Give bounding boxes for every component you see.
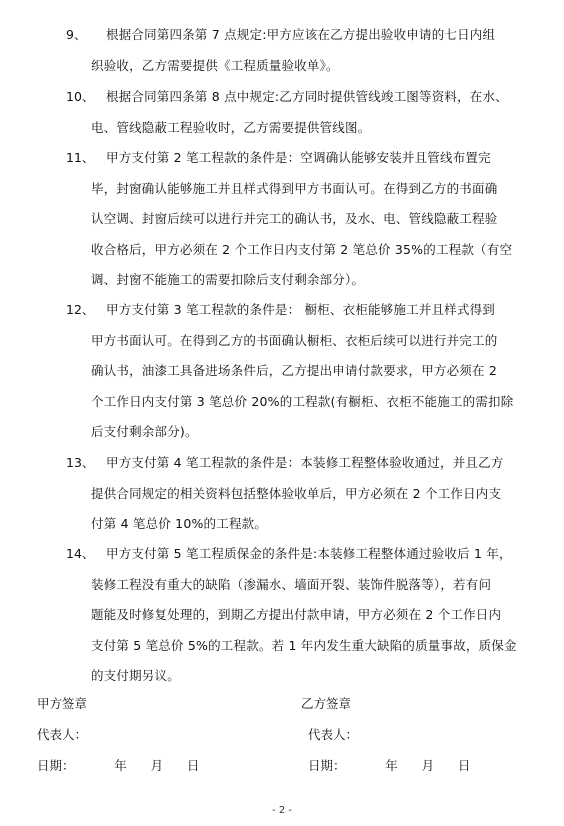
clause-number: 10、 bbox=[66, 89, 95, 104]
party-a-date-label: 日期： 年 月 日 bbox=[37, 758, 200, 773]
clause-number: 9、 bbox=[66, 27, 87, 42]
clause-line: 根据合同第四条第 8 点中规定:乙方同时提供管线竣工图等资料，在水、 bbox=[106, 89, 508, 104]
clause-line: 个工作日内支付第 3 笔总价 20%的工程款(有橱柜、衣柜不能施工的需扣除 bbox=[91, 393, 514, 409]
clause-line: 甲方支付第 4 笔工程款的条件是：本装修工程整体验收通过，并且乙方 bbox=[106, 455, 504, 470]
clause-text bbox=[91, 296, 526, 449]
clause-text bbox=[91, 83, 526, 144]
clause-line: 支付第 5 笔总价 5%的工程款。若 1 年内发生重大缺陷的质量事故，质保金 bbox=[91, 637, 517, 653]
clause-line: 甲方支付第 3 笔工程款的条件是： 橱柜、衣柜能够施工并且样式得到 bbox=[106, 302, 495, 317]
clause-line: 收合格后，甲方必须在 2 个工作日内支付第 2 笔总价 35%的工程款（有空 bbox=[91, 241, 513, 257]
party-b-representative-label: 代表人： bbox=[308, 727, 359, 742]
clause-line: 付第 4 笔总价 10%的工程款。 bbox=[91, 516, 268, 531]
clause-number: 13、 bbox=[66, 455, 95, 470]
clause-text bbox=[91, 21, 526, 82]
clause-number: 12、 bbox=[66, 302, 95, 317]
clause-number: 14、 bbox=[66, 546, 95, 561]
party-b-date-label: 日期： 年 月 日 bbox=[308, 758, 471, 773]
clause-line: 甲方支付第 2 笔工程款的条件是：空调确认能够安装并且管线布置完 bbox=[106, 150, 491, 165]
page-number: - 2 - bbox=[272, 805, 292, 816]
clause-line: 电、管线隐蔽工程验收时，乙方需要提供管线图。 bbox=[91, 119, 371, 135]
clause-line: 调、封窗不能施工的需要扣除后支付剩余部分）。 bbox=[91, 272, 365, 287]
signature-row bbox=[0, 692, 564, 716]
clause-line: 题能及时修复处理的，到期乙方提出付款申请，甲方必须在 2 个工作日内 bbox=[91, 607, 502, 622]
clause-line: 装修工程没有重大的缺陷（渗漏水、墙面开裂、装饰件脱落等），若有问 bbox=[91, 576, 492, 592]
clause-number: 11、 bbox=[66, 150, 95, 165]
party-a-signature-label: 甲方签章 bbox=[37, 696, 88, 711]
clause-line: 甲方书面认可。在得到乙方的书面确认橱柜、衣柜后续可以进行并完工的 bbox=[91, 332, 498, 348]
party-a-representative-label: 代表人： bbox=[37, 727, 88, 742]
party-b-signature-label: 乙方签章 bbox=[301, 696, 352, 711]
clause-line: 认空调、封窗后续可以进行并完工的确认书，及水、电、管线隐蔽工程验 bbox=[91, 211, 498, 226]
clause-line: 织验收，乙方需要提供《工程质量验收单》。 bbox=[91, 57, 339, 73]
representative-row bbox=[0, 723, 564, 747]
clause-line: 毕，封窗确认能够施工并且样式得到甲方书面认可。在得到乙方的书面确 bbox=[91, 180, 498, 196]
date-row bbox=[0, 754, 564, 778]
clause-line: 后支付剩余部分)。 bbox=[91, 424, 198, 439]
clause-text bbox=[91, 449, 526, 541]
clause-text bbox=[91, 144, 526, 297]
clause-line: 的支付期另议。 bbox=[91, 668, 180, 683]
clause-text bbox=[91, 540, 526, 693]
clause-line: 确认书，油漆工具备进场条件后，乙方提出申请付款要求，甲方必须在 2 bbox=[91, 363, 498, 378]
clause-line: 根据合同第四条第 7 点规定:甲方应该在乙方提出验收申请的七日内组 bbox=[106, 27, 496, 42]
clause-line: 甲方支付第 5 笔工程质保金的条件是:本装修工程整体通过验收后 1 年， bbox=[106, 546, 512, 561]
clause-line: 提供合同规定的相关资料包括整体验收单后，甲方必须在 2 个工作日内支 bbox=[91, 485, 502, 501]
